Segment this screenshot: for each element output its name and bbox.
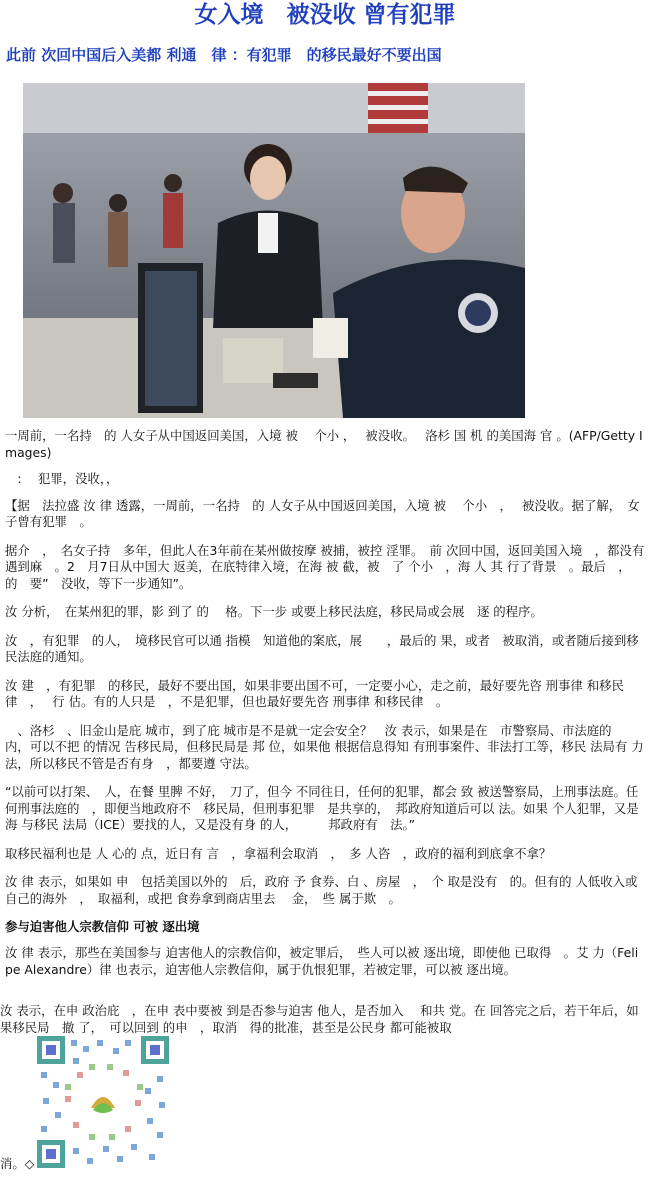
headline: 女入境 被没收 曾有犯罪 xyxy=(194,2,456,28)
paragraph: 汝 ，有犯罪 的人， 境移民官可以通 指模 知道他的案底，展 ，最后的 果，或者 被取消，或者随后接到移民法庭的通知。 xyxy=(5,632,639,664)
paragraph: 汝 表示，在申 政治庇 ，在申 表中要被 到是否参与迫害 他人，是否加入 和共 党。在 回答完之后，若干年后，如果移民局 撤 了， 可以回到 的申 ，取消 得的批准，甚至是公民身 都可能被取 xyxy=(0,1003,639,1035)
paragraph: 据介 ， 名女子持 多年，但此人在3年前在某州做按摩 被捕，被控 淫罪。 前 次回中国，返回美国入境 ，都没有遇到麻 。2 月7日从中国大 返美，在底特律入境，在海 被 截，被 了 个小 ，海 人 其 行了背景 。最后 ， 的 要” 没收，等下一步通知”。 xyxy=(5,542,645,591)
qr-code xyxy=(37,1036,169,1168)
article-photo xyxy=(23,83,525,418)
photo-caption: 一周前，一名持 的 人女子从中国返回美国，入境 被 个小 ， 被没收。 洛杉 国 机 的美国海 官 。(AFP/Getty Images) xyxy=(5,428,643,460)
subheadline: 此前 次回中国后入美都 利通 律 ：有犯罪 的移民最好不要出国 xyxy=(6,46,442,64)
article-end: 消。◇ xyxy=(0,1156,35,1171)
paragraph: 取移民福利也是 人 心的 点，近日有 言 ，拿福利会取消 ， 多 人咨 ，政府的福利到底拿不拿？ xyxy=(5,845,552,861)
paragraph: 汝 律 表示，如果如 申 包括美国以外的 后，政府 予 食券、白 、房屋 ， 个 取是没有 的。但有的 人低收入或 自己的海外 ， 取福利，或把 食券拿到商店里去 金， 些 属于欺 。 xyxy=(5,874,650,906)
paragraph: 【据 法拉盛 汝 律 透露，一周前，一名持 的 人女子从中国返回美国，入境 被 个小 ， 被没收。据了解， 女子曾有犯罪 。 xyxy=(5,497,640,529)
section-heading: 参与迫害他人宗教信仰 可被 逐出境 xyxy=(5,919,200,934)
article-tags: : 犯罪，没收，， xyxy=(5,471,119,486)
paragraph: 汝 分析， 在某州犯的罪，影 到了 的 格。下一步 或要上移民法庭，移民局或会展 逐 的程序。 xyxy=(5,604,543,619)
paragraph: 汝 律 表示，那些在美国参与 迫害他人的宗教信仰，被定罪后， 些人可以被 逐出境，即使他 已取得 。艾 力（Felipe Alexandre）律 也表示，迫害他人宗教信仰，属于仇恨犯罪，若被定罪，可以被 逐出境。 xyxy=(5,945,639,977)
paragraph: 汝 建 ，有犯罪 的移民，最好不要出国，如果非要出国不可，一定要小心，走之前，最好要先咨 刑事律 和移民律 ， 行 估。有的人只是 ，不是犯罪，但也最好要先咨 刑事律 和移民律 。 xyxy=(5,677,624,709)
article-body xyxy=(5,428,650,990)
paragraph: 、洛杉 、旧金山是庇 城市，到了庇 城市是不是就一定会安全？ 汝 表示，如果是在 市警察局、市法庭的 内，可以不把 的情况 告移民局，但移民局是 邦 位，如果他 根据信息得知 有刑事案件、非法打工等，移民 法局有 力 法，所以移民不管是否有身 ，都要遵 守法。 xyxy=(5,722,648,771)
paragraph: “以前可以打架、 人，在餐 里脾 不好， 刀了，但今 不同往日，任何的犯罪，都会 致 被送警察局，上刑事法庭。任何刑事法庭的 ，即便当地政府不 移民局，但刑事犯罪 是共享的， 邦政府知道后可以 法。如果 个人犯罪，又是海 与移民 法局（ICE）要找的人，又是没有身 的人， 邦政府有 法。” xyxy=(5,784,639,832)
